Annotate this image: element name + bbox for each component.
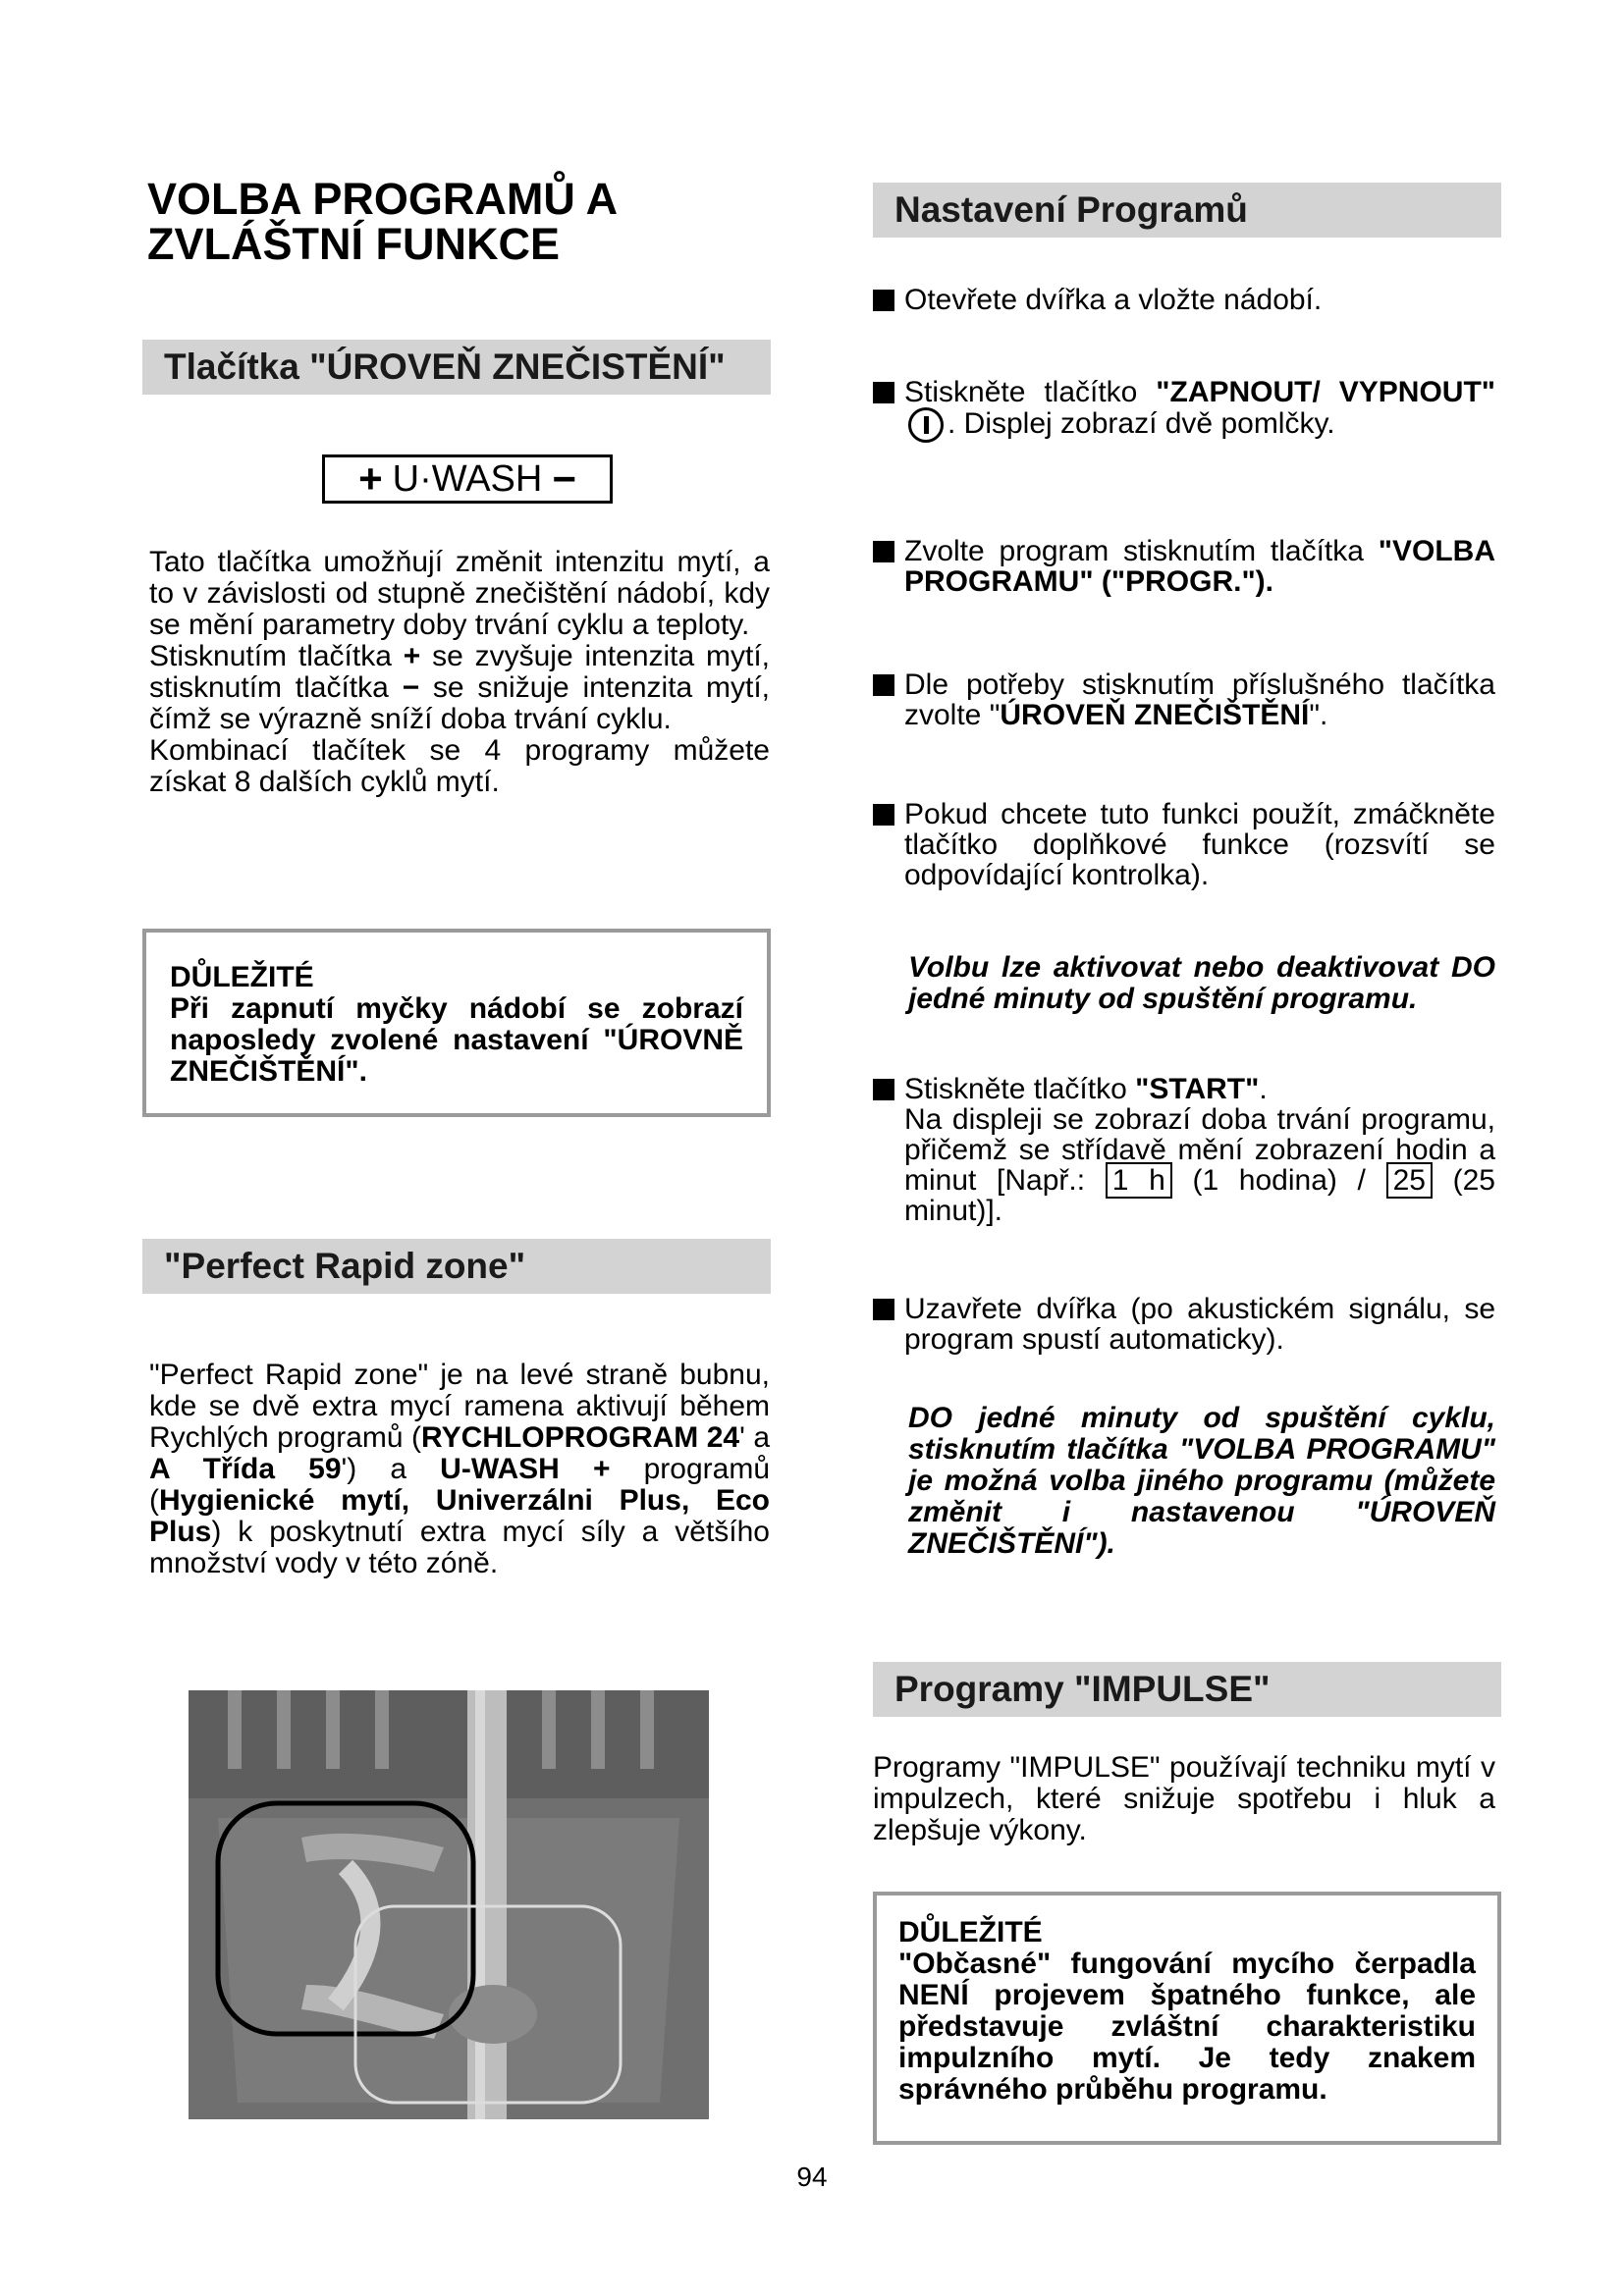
page-title [147, 174, 736, 269]
impulse-text: Programy "IMPULSE" používají techniku mytí v impulzech, které snižuje spotřebu i hluk a zlepšuje výkony. [873, 1751, 1495, 1846]
note-change-program: DO jedné minuty od spuštění cyklu, stisknutím tlačítka "VOLBA PROGRAMU" je možná volba jiného programu (můžete změnit i nastavenou "ÚROVEŇ ZNEČIŠTĚNÍ"). [908, 1402, 1495, 1560]
settings-bullet-2: Stiskněte tlačítko "ZAPNOUT/ VYPNOUT" . Displej zobrazí dvě pomlčky. [873, 377, 1495, 443]
dishwasher-drawing [189, 1690, 709, 2119]
uwash-label: U·WASH [392, 458, 543, 500]
plus-symbol: + [403, 640, 421, 672]
settings-bullet-6: Stiskněte tlačítko "START". Na displeji se zobrazí doba trvání programu, přičemž se střídavě mění zobrazení hodin a minut [Např.: 1 h (1 hodina) / 25 (25 minut)]. [873, 1074, 1495, 1226]
impulse-heading: Programy "IMPULSE" [873, 1662, 1501, 1717]
soil-level-p2: Stisknutím tlačítka + se zvyšuje intenzita mytí, stisknutím tlačítka − se snižuje intenzita mytí, čímž se výrazně sníží doba trvání cyklu. [149, 640, 770, 735]
important-box-left [142, 929, 771, 1117]
settings-bullet-4: Dle potřeby stisknutím příslušného tlačítka zvolte "ÚROVEŇ ZNEČIŠTĚNÍ". [873, 669, 1495, 730]
dishwasher-interior-photo [189, 1690, 709, 2119]
page-number: 94 [796, 2162, 828, 2192]
soil-level-p1: Tato tlačítka umožňují změnit intenzitu mytí, a to v závislosti od stupně znečištění nádobí, kdy se mění parametry doby trvání cyklu a teploty. [149, 546, 770, 641]
settings-bullet-7: Uzavřete dvířka (po akustickém signálu, se program spustí automaticky). [873, 1294, 1495, 1355]
settings-bullet-3: Zvolte program stisknutím tlačítka "VOLBA PROGRAMU" ("PROGR."). [873, 536, 1495, 597]
soil-level-heading: Tlačítka "ÚROVEŇ ZNEČISTĚNÍ" [142, 340, 771, 395]
soil-level-p3: Kombinací tlačítek se 4 programy můžete získat 8 dalších cyklů mytí. [149, 734, 770, 798]
important-text: Při zapnutí myčky nádobí se zobrazí naposledy zvolené nastavení "ÚROVNĚ ZNEČIŠTĚNÍ". [170, 992, 743, 1088]
important-text-2: "Občasné" fungování mycího čerpadla NENÍ projevem špatného funkce, ale představuje zvláštní charakteristiku impulzního mytí. Je tedy znakem správného průběhu programu. [898, 1948, 1476, 2106]
display-hours-box: 1 h [1106, 1162, 1172, 1199]
uwash-button-illustration [322, 454, 613, 504]
note-activate: Volbu lze aktivovat nebo deaktivovat DO jedné minuty od spuštění programu. [908, 951, 1495, 1015]
plus-icon: + [358, 455, 383, 502]
power-button-icon [908, 407, 944, 443]
display-minutes-box: 25 [1386, 1162, 1433, 1199]
settings-bullet-1: Otevřete dvířka a vložte nádobí. [873, 285, 1495, 315]
program-settings-heading: Nastavení Programů [873, 183, 1501, 238]
important-box-right [873, 1892, 1501, 2145]
minus-icon: − [552, 455, 576, 502]
important-title: DŮLEŽITÉ [170, 961, 314, 993]
rapid-zone-text: "Perfect Rapid zone" je na levé straně bubnu, kde se dvě extra mycí ramena aktivují během Rychlých programů (RYCHLOPROGRAM 24' a A Třída 59') a U-WASH + programů (Hygienické mytí, Univerzálni Plus, Eco Plus) k poskytnutí extra mycí síly a většího množství vody v této zóně. [149, 1359, 771, 1579]
important-title-2: DŮLEŽITÉ [898, 1916, 1043, 1949]
rapid-zone-heading: "Perfect Rapid zone" [142, 1239, 771, 1294]
page-title-line-1: VOLBA PROGRAMŮ A [147, 174, 619, 224]
soil-level-description [149, 547, 770, 798]
settings-bullet-5: Pokud chcete tuto funkci použít, zmáčkněte tlačítko doplňkové funkce (rozsvítí se odpovídající kontrolka). [873, 799, 1495, 890]
minus-symbol: − [402, 671, 420, 704]
page-title-line-2: ZVLÁŠTNÍ FUNKCE [147, 219, 560, 269]
